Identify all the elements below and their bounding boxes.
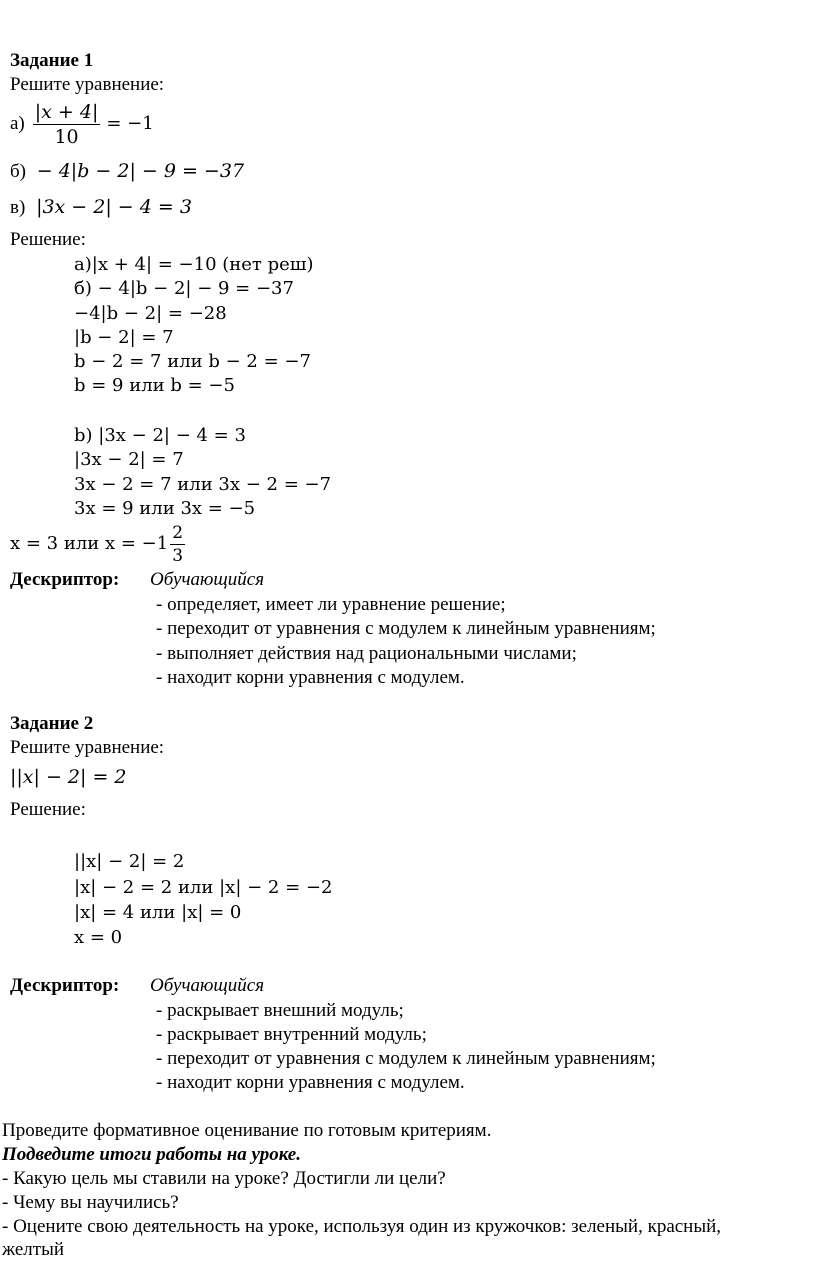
task1-final-answer <box>10 520 185 568</box>
task1-solution-line: 3x − 2 = 7 или 3x − 2 = −7 <box>74 474 332 495</box>
task1-equation-b <box>10 160 244 183</box>
task1-title: Задание 1 <box>10 50 94 71</box>
task1-final-fraction <box>170 523 185 566</box>
task2-prompt: Решите уравнение: <box>10 737 165 758</box>
closing-assessment: Проведите формативное оценивание по готовым критериям. <box>2 1120 492 1141</box>
task1-equation-c <box>10 196 192 219</box>
task1-descriptor-item: - определяет, имеет ли уравнение решение; <box>156 594 506 615</box>
task1-solution-line: −4|b − 2| = −28 <box>74 303 227 324</box>
task1-descriptor-item: - находит корни уравнения с модулем. <box>156 667 465 688</box>
task1-c-expression: |3x − 2| − 4 = 3 <box>36 196 192 218</box>
task1-b-label: б) <box>10 161 26 182</box>
task1-descriptor-header <box>10 569 119 591</box>
task1-a-label: а) <box>10 113 25 134</box>
task2-descriptor-item: - переходит от уравнения с модулем к линейным уравнениям; <box>156 1048 656 1069</box>
task1-a-fraction <box>33 101 101 148</box>
closing-question: - Чему вы научились? <box>2 1192 179 1213</box>
task1-prompt: Решите уравнение: <box>10 74 165 95</box>
closing-question: - Какую цель мы ставили на уроке? Достигли ли цели? <box>2 1168 446 1189</box>
task1-c-label: в) <box>10 197 26 218</box>
closing-question: - Оцените свою деятельность на уроке, используя один из кружочков: зеленый, красный, <box>2 1216 722 1237</box>
task1-solution-line: |3x − 2| = 7 <box>74 449 184 470</box>
task1-equation-a <box>10 98 154 150</box>
task2-descriptor-subject: Обучающийся <box>150 975 265 996</box>
task1-b-expression: − 4|b − 2| − 9 = −37 <box>36 160 245 182</box>
task1-solution-line: b − 2 = 7 или b − 2 = −7 <box>74 351 311 372</box>
task1-solution-line: |b − 2| = 7 <box>74 327 174 348</box>
task1-solution-label: Решение: <box>10 229 86 250</box>
task2-solution-label: Решение: <box>10 799 86 820</box>
task1-descriptor-item: - переходит от уравнения с модулем к линейным уравнениям; <box>156 618 656 639</box>
task2-solution-line: x = 0 <box>74 927 123 948</box>
task1-descriptor-subject: Обучающийся <box>150 569 265 590</box>
task1-final-prefix: x = 3 или x = −1 <box>10 533 169 554</box>
task2-descriptor-item: - раскрывает внутренний модуль; <box>156 1024 427 1045</box>
task2-solution-line: |x| − 2 = 2 или |x| − 2 = −2 <box>74 877 333 898</box>
task1-solution-line: 3x = 9 или 3x = −5 <box>74 498 256 519</box>
task1-a-denominator: 10 <box>54 125 79 148</box>
task2-equation: ||x| − 2| = 2 <box>10 766 127 788</box>
task1-solution-line: a)|x + 4| = −10 (нет реш) <box>74 254 314 275</box>
task1-descriptor-item: - выполняет действия над рациональными числами; <box>156 643 577 664</box>
closing-question: желтый <box>2 1239 65 1260</box>
task1-a-numerator: |x + 4| <box>34 100 99 123</box>
task2-descriptor-label: Дескриптор: <box>10 975 120 996</box>
task1-final-denominator: 3 <box>172 545 184 566</box>
closing-summary-title: Подведите итоги работы на уроке. <box>2 1144 301 1165</box>
task2-title: Задание 2 <box>10 713 94 734</box>
task1-descriptor-label: Дескриптор: <box>10 569 120 590</box>
task2-descriptor-item: - раскрывает внешний модуль; <box>156 1000 404 1021</box>
task1-solution-line: b) |3x − 2| − 4 = 3 <box>74 425 246 446</box>
task1-solution-line: б) − 4|b − 2| − 9 = −37 <box>74 278 294 299</box>
task2-solution-line: ||x| − 2| = 2 <box>74 851 185 872</box>
task2-descriptor-item: - находит корни уравнения с модулем. <box>156 1072 465 1093</box>
task1-a-rhs: = −1 <box>106 113 154 134</box>
task2-solution-line: |x| = 4 или |x| = 0 <box>74 902 242 923</box>
task1-final-numerator: 2 <box>172 522 184 543</box>
task1-solution-line: b = 9 или b = −5 <box>74 375 235 396</box>
